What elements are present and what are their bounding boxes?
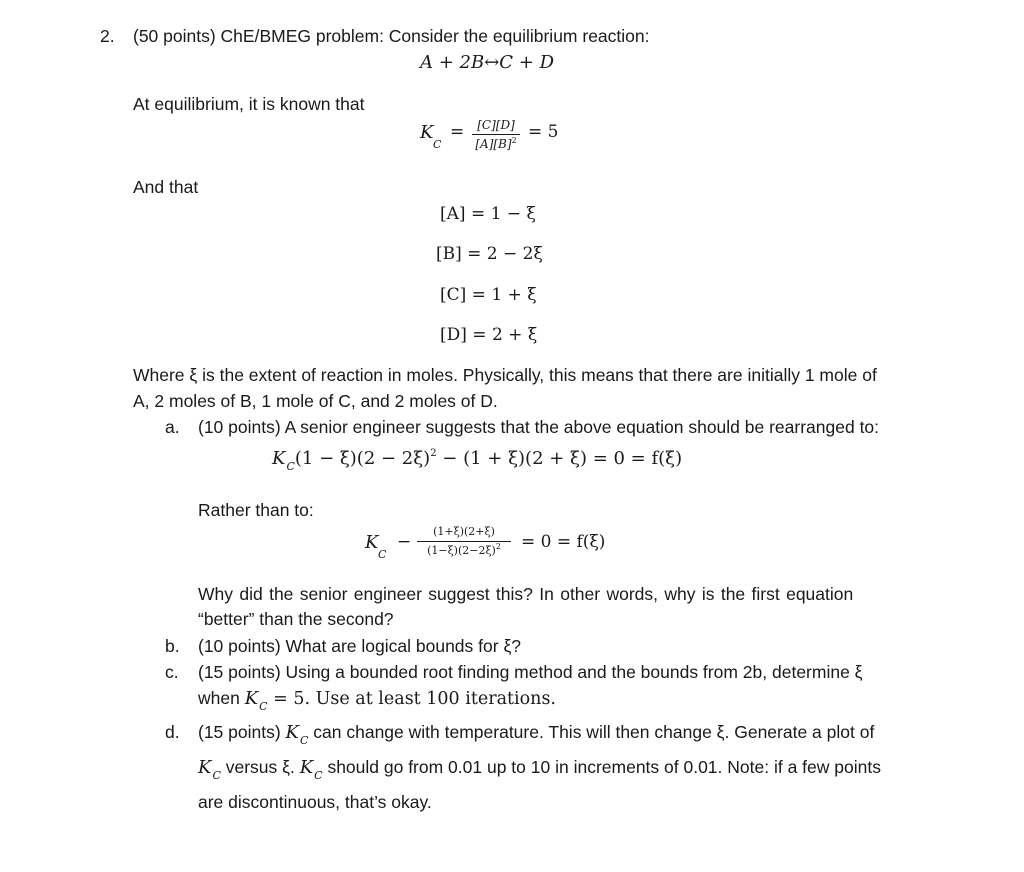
kc-symbol: K — [198, 757, 212, 778]
fraction-bar — [472, 134, 520, 135]
eq1-exponent: 2 — [430, 448, 437, 459]
part-a-equation-1 — [272, 448, 683, 473]
eq2-numerator: (1+ξ)(2+ξ) — [433, 525, 495, 538]
concentration-c: [C] = 1 + ξ — [440, 285, 537, 305]
part-a-equation-2 — [365, 522, 625, 566]
eq1-k: K — [272, 448, 286, 469]
kc-denominator: $[A][B]^2$ — [475, 136, 517, 151]
kc-numerator: [C][D] — [477, 118, 515, 132]
eq2-rest: = 0 = f(ξ) — [521, 532, 606, 552]
why-line-1: Why did the senior engineer suggest this? In other words, why is the first equation — [198, 584, 854, 604]
kc-fraction — [472, 118, 520, 153]
eq2-subscript: C — [378, 548, 387, 561]
part-a-text: (10 points) A senior engineer suggests that the above equation should be rearranged to: — [198, 417, 880, 437]
eq2-fraction — [417, 525, 511, 559]
kc-value: = 5 — [528, 122, 559, 142]
eq2-denominator: $(1-\xi)(2-2\xi)^2$ — [427, 542, 501, 557]
part-d-line-1: (15 points) $K_C$ can change with temperature. This will then change ξ. Generate a plot of — [198, 722, 875, 747]
eq1-subscript: C — [286, 460, 295, 473]
problem-number: 2. — [100, 26, 115, 46]
concentration-a: [A] = 1 − ξ — [440, 204, 536, 224]
where-line-1: Where ξ is the extent of reaction in moles. Physically, this means that there are initially 1 mole of — [133, 365, 877, 385]
kc-equals: = — [450, 122, 465, 142]
part-d-line-2: $K_C$ versus ξ. $K_C$ should go from 0.01 up to 10 in increments of 0.01. Note: if a few points — [198, 757, 881, 782]
rather-than-text: Rather than to: — [198, 500, 314, 520]
part-b-text: (10 points) What are logical bounds for ξ? — [198, 636, 522, 656]
part-b-letter: b. — [165, 636, 180, 656]
kc-symbol: K — [420, 122, 434, 143]
eq2-k: K — [365, 532, 379, 553]
kc-symbol: K — [285, 722, 299, 743]
eq2-minus: − — [397, 532, 412, 552]
and-that-text: And that — [133, 177, 199, 197]
part-d-line-3: are discontinuous, that’s okay. — [198, 792, 432, 812]
concentration-d: [D] = 2 + ξ — [440, 325, 538, 345]
reaction-equation: A + 2B↔C + D — [420, 52, 555, 73]
eq1-body: (1 − ξ)(2 − 2ξ) — [294, 448, 431, 469]
concentration-b: [B] = 2 − 2ξ — [436, 244, 543, 264]
why-line-2: “better” than the second? — [198, 609, 394, 629]
part-a-letter: a. — [165, 417, 180, 437]
kc-subscript: C — [433, 138, 442, 151]
kc-subscript: C — [212, 769, 221, 782]
kc-subscript: C — [259, 700, 268, 713]
kc-subscript: C — [300, 734, 309, 747]
kc-subscript: C — [314, 769, 323, 782]
part-c-line-2: when $K_C = 5$. Use at least 100 iterations. — [198, 688, 556, 713]
part-c-line-1: (15 points) Using a bounded root finding method and the bounds from 2b, determine ξ — [198, 662, 863, 682]
kc-symbol: K — [299, 757, 314, 778]
kc-symbol: K — [244, 688, 259, 709]
at-equilibrium-text: At equilibrium, it is known that — [133, 94, 365, 114]
problem-header: (50 points) ChE/BMEG problem: Consider the equilibrium reaction: — [133, 26, 650, 46]
eq1-rest: − (1 + ξ)(2 + ξ) = 0 = f(ξ) — [436, 448, 683, 469]
part-c-letter: c. — [165, 662, 179, 682]
kc-definition — [420, 118, 580, 162]
where-line-2: A, 2 moles of B, 1 mole of C, and 2 moles of D. — [133, 391, 498, 411]
part-d-letter: d. — [165, 722, 180, 742]
